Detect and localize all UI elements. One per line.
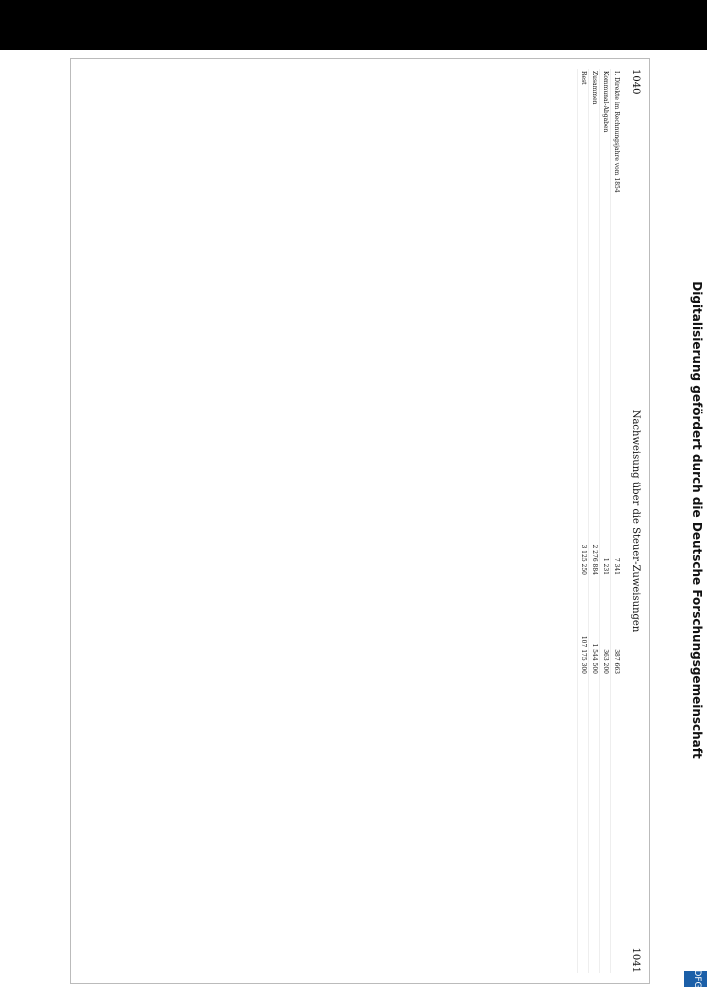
row-label: Kommunal-Abgaben (602, 71, 609, 133)
data-table (81, 69, 621, 973)
table-row (610, 69, 621, 973)
row-values (600, 478, 610, 973)
cell-value: 1 231 (602, 557, 609, 575)
watermark-text: Digitalisierung gefördert durch die Deutsche Forschungsgemeinschaft (690, 281, 704, 759)
header-center: Nachweisung über die Steuer-Zuweisungen (630, 409, 641, 633)
cell-value (611, 874, 621, 973)
watermark-strip (689, 60, 705, 980)
cell-value (578, 676, 588, 775)
rotated-content (71, 59, 649, 983)
page-header (625, 69, 641, 973)
dfg-badge: DFG (684, 971, 707, 987)
table-row (577, 69, 588, 973)
document-page (70, 58, 650, 984)
top-black-bar (0, 0, 707, 50)
cell-value (589, 874, 599, 973)
table-row (599, 69, 610, 973)
row-values (589, 478, 599, 973)
cell-value (589, 775, 599, 874)
cell-value (589, 676, 599, 775)
cell-value (611, 676, 621, 775)
row-label: Zusammen (591, 71, 598, 105)
row-label: Rest (580, 71, 587, 85)
cell-value (600, 775, 610, 874)
cell-value (600, 676, 610, 775)
cell-value: 107 175 300 (580, 635, 587, 674)
header-left: 1040 (630, 69, 641, 95)
row-values (578, 478, 588, 973)
cell-value: 2 276 884 (591, 544, 598, 575)
cell-value (578, 874, 588, 973)
cell-value: 387 663 (613, 649, 620, 674)
table-row (588, 69, 599, 973)
cell-value (578, 775, 588, 874)
cell-value (600, 874, 610, 973)
cell-value: 363 200 (602, 649, 609, 674)
cell-value: 3 125 250 (580, 544, 587, 575)
row-label: I. Direkte im Rechnungsjahre vom 1854 (613, 71, 620, 193)
cell-value: 7 341 (613, 557, 620, 575)
cell-value (611, 775, 621, 874)
cell-value: 1 544 500 (591, 643, 598, 674)
row-values (611, 478, 621, 973)
header-right: 1041 (630, 947, 641, 973)
